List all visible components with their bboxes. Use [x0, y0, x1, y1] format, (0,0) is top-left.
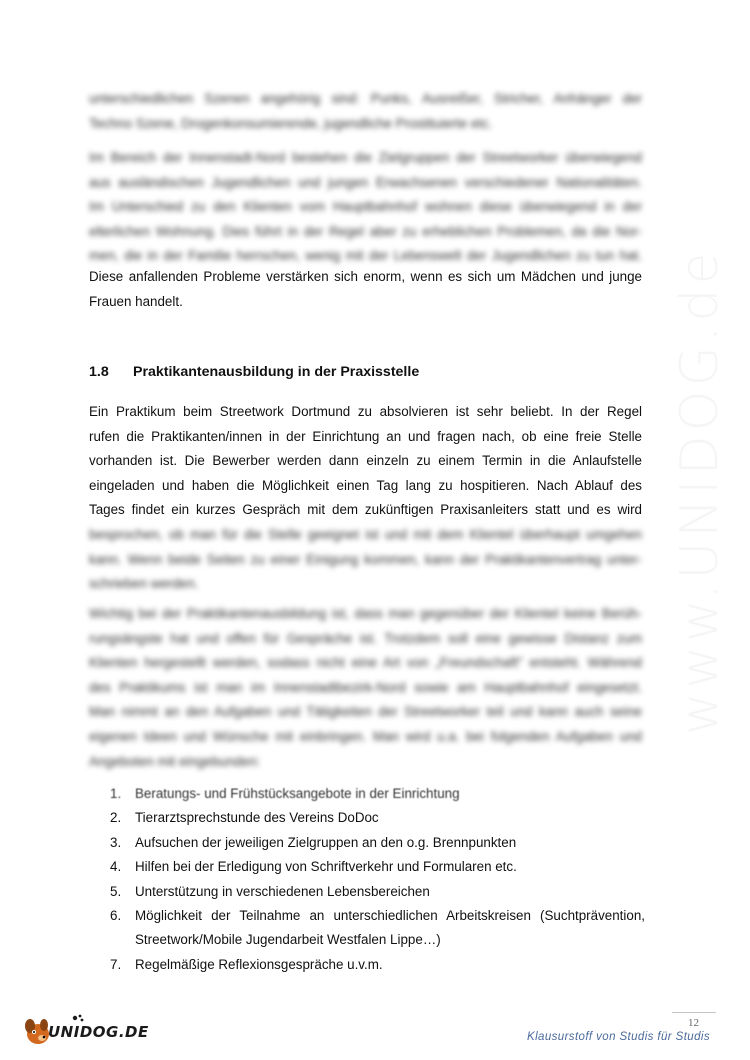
list-text: Hilfen bei der Erledigung von Schriftverkehr und Formularen etc. — [135, 859, 517, 875]
list-item — [110, 831, 645, 855]
text-line: Diese anfallenden Probleme verstärken sich enorm, wenn es sich um Mädchen und junge — [89, 269, 642, 284]
list-item — [110, 904, 645, 953]
text-line: Wichtig bei der Praktikantenausbildung ist, dass man gegenüber der Klientel keine Berüh- — [89, 606, 642, 621]
list-item — [110, 806, 645, 830]
section-title: Praktikantenausbildung in der Praxisstelle — [133, 364, 420, 380]
blurred-paragraph-c — [89, 523, 642, 597]
text-line: Tages findet ein kurzes Gespräch mit dem zukünftigen Praxisanleiters statt und es wird — [89, 502, 642, 518]
section-heading — [89, 364, 419, 380]
visible-paragraph-internship — [89, 400, 642, 523]
text-line: elterlichen Wohnung. Dies führt in der Regel aber zu erheblichen Problemen, da die Nor- — [89, 223, 642, 239]
list-item — [110, 953, 645, 977]
text-line: vorhanden ist. Die Bewerber werden dann einzeln zu einem Termin in die Anlaufstelle — [89, 453, 642, 469]
list-item — [110, 880, 645, 904]
text-line: des Praktikums ist man im Innenstadtbezirk-Nord sowie am Hauptbahnhof eingesetzt. — [89, 679, 642, 695]
list-text: Tierarztsprechstunde des Vereins DoDoc — [135, 810, 379, 826]
list-number: 4. — [110, 859, 122, 875]
text-line: Angeboten mit eingebunden: — [89, 753, 261, 769]
watermark: www.UNIDOG.de — [670, 248, 730, 735]
text-line: men, die in der Familie herrschen, wenig mit der Lebenswelt der Jugendlichen zu tun hat. — [89, 248, 642, 264]
task-list — [110, 782, 645, 977]
text-line: Man nimmt an den Aufgaben und Tätigkeiten der Streetworker teil und kann auch seine — [89, 704, 642, 720]
list-text: Möglichkeit der Teilnahme an unterschiedlichen Arbeitskreisen (Suchtprävention, — [135, 908, 645, 924]
text-line: Techno Szene, Drogenkonsumierende, jugendliche Prostituierte etc. — [89, 115, 493, 131]
list-item — [110, 782, 645, 806]
logo-text: UNIDOG.DE — [48, 1023, 149, 1041]
footer-tagline: Klausurstoff von Studis für Studis — [527, 1031, 710, 1043]
text-line: kann. Wenn beide Seiten zu einer Einigung kommen, kann der Praktikantenvertrag unter- — [89, 551, 642, 567]
text-line: eingeladen und haben die Möglichkeit einen Tag lang zu hospitieren. Nach Ablauf des — [89, 477, 642, 493]
text-line: rufen die Praktikanten/innen in der Einrichtung an und fragen nach, ob eine freie Stelle — [89, 428, 642, 444]
list-number: 2. — [110, 810, 122, 826]
list-text-continuation: Streetwork/Mobile Jugendarbeit Westfalen Lippe…) — [135, 932, 441, 948]
page-number: 12 — [688, 1017, 699, 1029]
list-number: 1. — [110, 786, 122, 801]
list-number: 3. — [110, 834, 122, 850]
text-line: Frauen handelt. — [89, 293, 183, 309]
list-number: 7. — [110, 956, 122, 972]
text-line: Ein Praktikum beim Streetwork Dortmund zu absolvieren ist sehr beliebt. In der Regel — [89, 404, 642, 419]
text-line: Klienten hergestellt werden, sodass nicht eine Art von „Freundschaft" entsteht. Während — [89, 655, 642, 671]
blurred-paragraph-b — [89, 146, 642, 269]
footer-divider — [672, 1012, 716, 1013]
text-line: Im Unterschied zu den Klienten vom Hauptbahnhof wohnen diese überwiegend in der — [89, 199, 642, 215]
list-item — [110, 855, 645, 879]
text-line: aus ausländischen Jugendlichen und jungen Erwachsenen verschiedener Nationalitäten. — [89, 174, 642, 190]
list-text: Regelmäßige Reflexionsgespräche u.v.m. — [135, 956, 383, 972]
list-number: 6. — [110, 908, 122, 924]
text-line: rungsängste hat und offen für Gespräche ist. Trotzdem soll eine gewisse Distanz zum — [89, 630, 642, 646]
text-line: Im Bereich der Innenstadt-Nord bestehen die Zielgruppen der Streetworker überwiegend — [89, 150, 642, 165]
blurred-paragraph-a — [89, 87, 642, 136]
list-text: Beratungs- und Frühstücksangebote in der Einrichtung — [135, 786, 460, 801]
text-line: schrieben werden. — [89, 576, 199, 592]
section-number: 1.8 — [89, 364, 109, 380]
text-line: eigenen Ideen und Wünsche mit einbringen. Man wird u.a. bei folgenden Aufgaben und — [89, 728, 642, 744]
list-text: Unterstützung in verschiedenen Lebensbereichen — [135, 883, 430, 899]
text-line: besprochen, ob man für die Stelle geeignet ist und mit dem Klientel überhaupt umgehen — [89, 527, 642, 542]
list-text: Aufsuchen der jeweiligen Zielgruppen an den o.g. Brennpunkten — [135, 834, 517, 850]
paw-icon — [73, 1015, 84, 1022]
list-number: 5. — [110, 883, 122, 899]
text-line: unterschiedlichen Szenen angehörig sind: Punks, Ausreißer, Stricher, Anhänger der — [89, 91, 642, 106]
dog-icon — [25, 1019, 49, 1044]
blurred-paragraph-d — [89, 602, 642, 774]
visible-paragraph-problems — [89, 265, 642, 314]
